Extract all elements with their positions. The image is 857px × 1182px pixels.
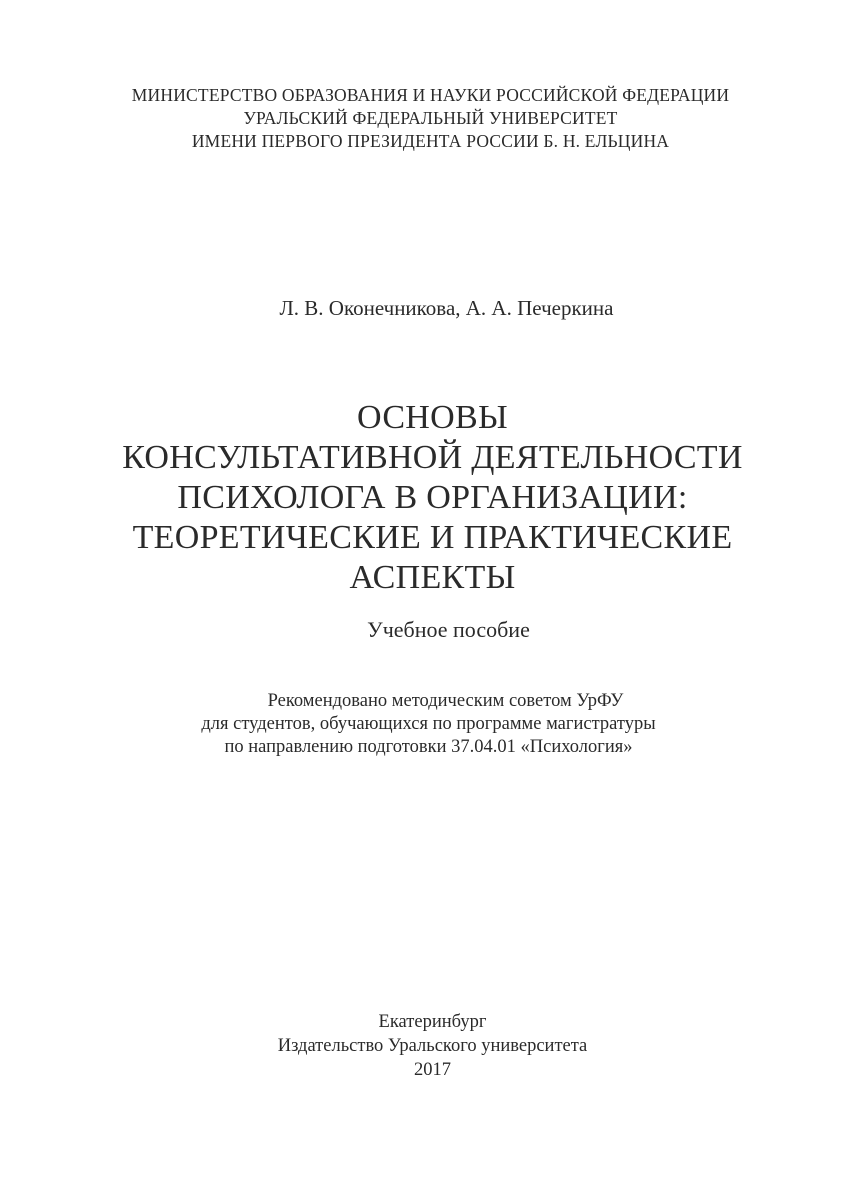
recommendation-note	[0, 690, 857, 759]
recommendation-line: Рекомендовано методическим советом УрФУ	[267, 691, 624, 711]
publication-type	[20, 616, 857, 644]
authors	[18, 295, 857, 321]
recommendation-line: для студентов, обучающихся по программе магистратуры	[201, 714, 656, 734]
imprint-city: Екатеринбург	[378, 1012, 487, 1032]
title-line: ОСНОВЫ	[357, 399, 508, 436]
ministry-name: МИНИСТЕРСТВО ОБРАЗОВАНИЯ И НАУКИ РОССИЙСКОЙ ФЕДЕРАЦИИ	[131, 85, 730, 105]
subtitle-text: Учебное пособие	[367, 617, 530, 642]
imprint-publisher: Издательство Уральского университета	[277, 1036, 588, 1056]
title-line: ТЕОРЕТИЧЕСКИЕ И ПРАКТИЧЕСКИЕ	[132, 519, 733, 556]
title-line: АСПЕКТЫ	[349, 559, 516, 596]
university-name: УРАЛЬСКИЙ ФЕДЕРАЛЬНЫЙ УНИВЕРСИТЕТ	[243, 108, 618, 128]
imprint-year: 2017	[414, 1060, 451, 1080]
title-line: КОНСУЛЬТАТИВНОЙ ДЕЯТЕЛЬНОСТИ	[122, 439, 743, 476]
recommendation-line: по направлению подготовки 37.04.01 «Психология»	[224, 737, 633, 757]
title-line: ПСИХОЛОГА В ОРГАНИЗАЦИИ:	[177, 479, 688, 516]
imprint	[4, 1010, 857, 1082]
book-title	[4, 398, 857, 598]
institution-header	[2, 84, 857, 153]
university-name-continued: ИМЕНИ ПЕРВОГО ПРЕЗИДЕНТА РОССИИ Б. Н. ЕЛЬЦИНА	[191, 131, 670, 151]
author-names: Л. В. Оконечникова, А. А. Печеркина	[279, 296, 614, 320]
